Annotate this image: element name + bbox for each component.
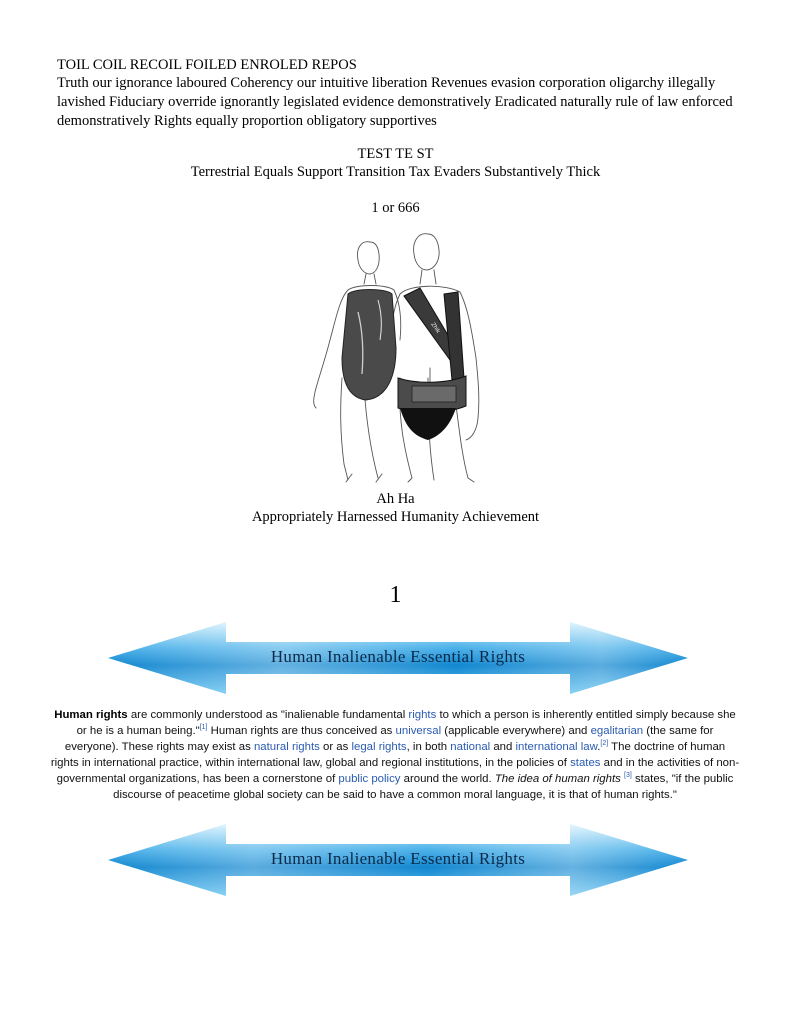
link-egalitarian[interactable]: egalitarian — [590, 725, 644, 737]
ahha-subtitle: Appropriately Harnessed Humanity Achievement — [251, 509, 540, 525]
ratio-text: 1 or 666 — [371, 200, 420, 216]
link-states[interactable]: states — [570, 757, 601, 769]
book-title: The idea of human rights — [494, 773, 621, 785]
human-rights-paragraph — [50, 707, 740, 803]
page-number: 1 — [389, 582, 402, 608]
test-subtitle: Terrestrial Equals Support Transition Tax Evaders Substantively Thick — [190, 164, 601, 180]
link-international-law[interactable]: international law — [515, 741, 598, 753]
body-text: (applicable everywhere) and — [441, 725, 591, 737]
link-universal[interactable]: universal — [395, 725, 442, 737]
body-text: or as — [319, 741, 352, 753]
body-text: , in both — [406, 741, 451, 753]
body-text: and — [490, 741, 516, 753]
ahha-title: Ah Ha — [376, 491, 415, 507]
banner-label: Human Inalienable Essential Rights — [270, 647, 526, 666]
body-text: . — [597, 741, 601, 753]
term-human-rights: Human rights — [54, 709, 128, 721]
body-text: states, "if the public discourse of peacetime global society can be said to have a common moral language, it is that of human rights." — [113, 773, 734, 801]
body-text: around the world. — [400, 773, 495, 785]
body-text: to which a person is inherently entitled simply because she or he is a human being." — [76, 709, 736, 737]
test-title: TEST TE ST — [357, 146, 434, 162]
link-legal-rights[interactable]: legal rights — [351, 741, 407, 753]
link-national[interactable]: national — [450, 741, 491, 753]
ref-2[interactable]: [2] — [600, 740, 609, 748]
link-natural-rights[interactable]: natural rights — [253, 741, 320, 753]
banner-label: Human Inalienable Essential Rights — [270, 849, 526, 868]
heading: TOIL COIL RECOIL FOILED ENROLED REPOS — [57, 57, 357, 73]
harness-illustration — [300, 228, 490, 483]
body-text: Human rights are thus conceived as — [207, 725, 396, 737]
body-text: The doctrine of human rights in international practice, within international law, global and regional institutions, in the policies of — [50, 741, 726, 769]
ref-1[interactable]: [1] — [199, 724, 208, 732]
link-public-policy[interactable]: public policy — [338, 773, 401, 785]
body-text: are commonly understood as "inalienable fundamental — [127, 709, 409, 721]
rights-banner — [108, 622, 688, 694]
ref-3[interactable]: [3] — [624, 772, 632, 780]
intro-paragraph: Truth our ignorance laboured Coherency our intuitive liberation Revenues evasion corporation oligarchy illegally lavished Fiduciary override ignorantly legislated evidence demonstratively Eradicated naturally rule of law enforced demonstratively Rights equally proportion obligatory supportives — [57, 75, 733, 129]
vest-logo: Zhik — [429, 321, 441, 335]
link-rights[interactable]: rights — [408, 709, 437, 721]
body-text: and in the activities of non-governmental organizations, has been a cornerstone of — [56, 757, 740, 785]
body-text: (the same for everyone). These rights may exist as — [64, 725, 714, 753]
rights-banner — [108, 824, 688, 896]
